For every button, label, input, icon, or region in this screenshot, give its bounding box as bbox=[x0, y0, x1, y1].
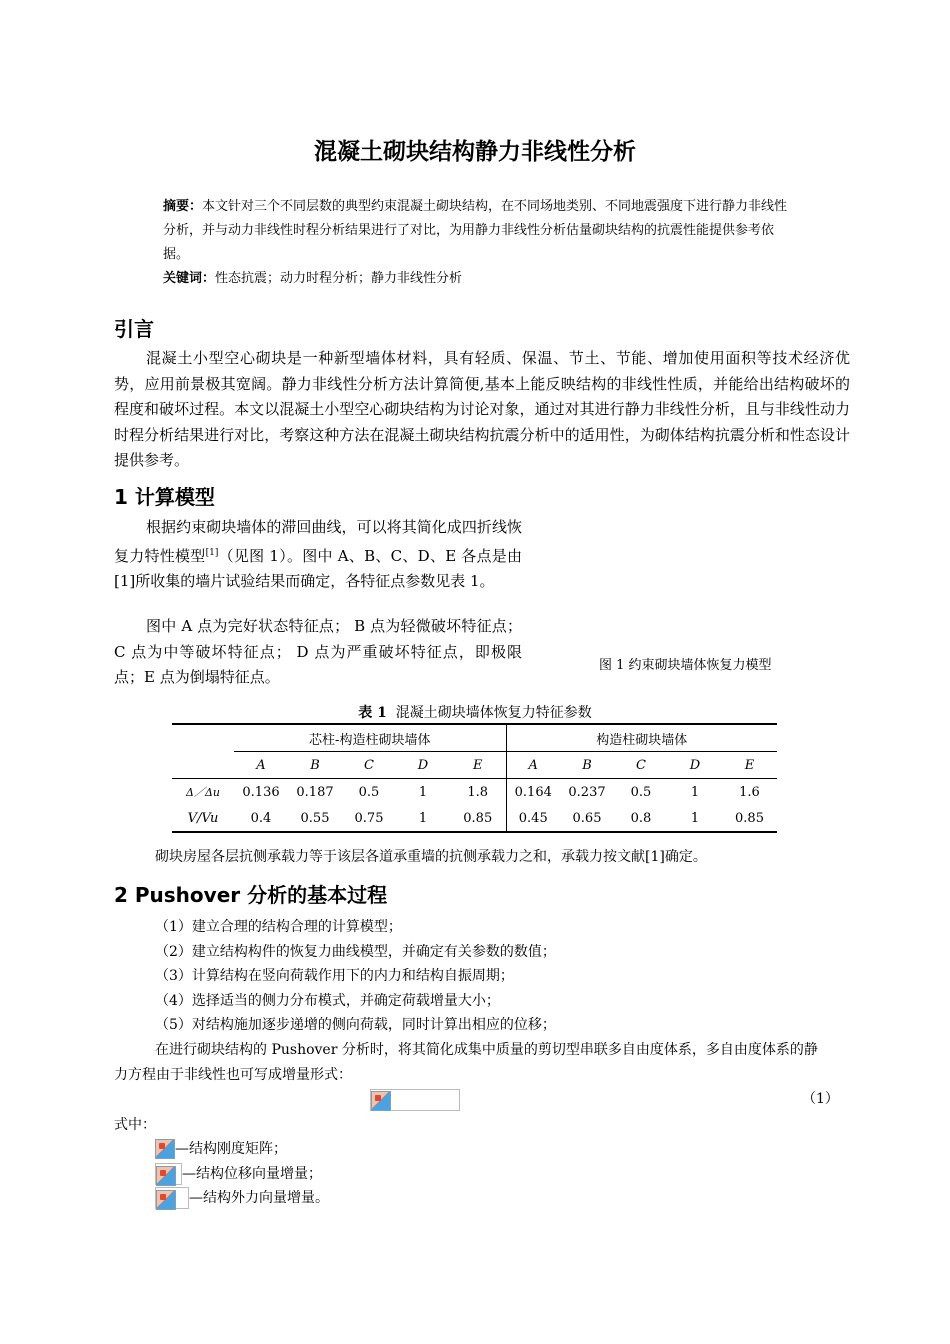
table-cell: 0.5 bbox=[358, 784, 380, 800]
table-cell: 0.8 bbox=[630, 810, 652, 826]
list-item bbox=[155, 1162, 329, 1187]
abstract bbox=[163, 195, 793, 291]
definition-text: —结构刚度矩阵； bbox=[175, 1141, 287, 1157]
table-point-header: D bbox=[417, 757, 429, 773]
table-row bbox=[172, 805, 777, 832]
list-item bbox=[155, 1186, 329, 1211]
list-item: （3）计算结构在竖向荷载作用下的内力和结构自振周期； bbox=[155, 968, 514, 984]
section1-paragraph-2: 图中 A 点为完好状态特征点； B 点为轻微破坏特征点；C 点为中等破坏特征点； D 点为严重破坏特征点，即极限点；E 点为倒塌特征点。 bbox=[114, 617, 522, 686]
keywords-label: 关键词： bbox=[163, 271, 216, 286]
table-cell: 1 bbox=[418, 810, 428, 826]
table-point-header: D bbox=[689, 757, 701, 773]
table-group-2: 构造柱砌块墙体 bbox=[506, 724, 777, 752]
equation-number: （1） bbox=[802, 1091, 839, 1107]
table-cell: 1.6 bbox=[739, 784, 760, 800]
table-point-header: B bbox=[310, 757, 320, 773]
equation-image bbox=[370, 1089, 460, 1111]
step-list bbox=[155, 915, 556, 1038]
table-cell: 0.65 bbox=[572, 810, 602, 826]
abstract-label: 摘要： bbox=[163, 199, 203, 214]
after-table-text: 砌块房屋各层抗侧承载力等于该层各道承重墙的抗侧承载力之和，承载力按文献[1]确定。 bbox=[155, 849, 707, 865]
row-label: V/Vu bbox=[187, 810, 219, 826]
table-1-label: 表 1 bbox=[358, 705, 387, 721]
citation-ref: [1] bbox=[205, 547, 219, 558]
intro-paragraph: 混凝土小型空心砌块是一种新型墙体材料，具有轻质、保温、节土、节能、增加使用面积等技术经济优势，应用前景极其宽阔。静力非线性分析方法计算简便,基本上能反映结构的非线性性质，并能给出结构破坏的程度和破坏过程。本文以混凝土小型空心砌块结构为讨论对象，通过对其进行静力非线性分析，且与非线性动力时程分析结果进行对比，考察这种方法在混凝土砌块结构抗震分析中的适用性，为砌体结构抗震分析和性态设计提供参考。 bbox=[114, 349, 850, 469]
list-item: （1）建立合理的结构合理的计算模型； bbox=[155, 919, 402, 935]
table-cell: 1.8 bbox=[467, 784, 489, 800]
broken-image-icon bbox=[155, 1139, 175, 1159]
list-item: （5）对结构施加逐步递增的侧向荷载，同时计算出相应的位移； bbox=[155, 1017, 556, 1033]
definition-text: —结构外力向量增量。 bbox=[189, 1190, 329, 1206]
table-cell: 0.5 bbox=[630, 784, 652, 800]
section1-heading: 1 计算模型 bbox=[114, 485, 215, 509]
broken-image-icon bbox=[156, 1190, 176, 1210]
keywords: 性态抗震；动力时程分析；静力非线性分析 bbox=[215, 271, 463, 286]
table-1-caption bbox=[0, 702, 950, 722]
table-cell: 1 bbox=[418, 784, 428, 800]
table-1-title: 混凝土砌块墙体恢复力特征参数 bbox=[395, 705, 592, 721]
table-cell: 0.85 bbox=[463, 810, 493, 826]
table-point-header: C bbox=[636, 757, 646, 773]
definition-list bbox=[155, 1137, 329, 1211]
figure-1-caption: 图 1 约束砌块墙体恢复力模型 bbox=[599, 658, 772, 673]
table-row bbox=[172, 779, 777, 806]
section2-heading: 2 Pushover 分析的基本过程 bbox=[114, 883, 388, 907]
section1-p1b: （见图 1）。图中 A、B、C、D、E 各点是由[1]所收集的墙片试验结果而确定，各特征点参数见表 1。 bbox=[114, 546, 522, 590]
list-item: （2）建立结构构件的恢复力曲线模型，并确定有关参数的数值； bbox=[155, 943, 556, 960]
table-group-1: 芯柱-构造柱砌块墙体 bbox=[234, 724, 506, 752]
table-cell: 0.237 bbox=[568, 784, 606, 800]
list-item bbox=[155, 1137, 329, 1162]
table-cell: 0.4 bbox=[250, 810, 272, 826]
row-label: Δ／Δu bbox=[186, 786, 220, 799]
table-point-header: B bbox=[582, 757, 592, 773]
table-cell: 0.187 bbox=[296, 784, 334, 800]
broken-image-icon bbox=[371, 1091, 391, 1111]
definition-text: —结构位移向量增量； bbox=[182, 1165, 322, 1182]
intro-heading: 引言 bbox=[114, 317, 154, 341]
section2-paragraph: 在进行砌块结构的 Pushover 分析时，将其简化成集中质量的剪切型串联多自由度体系，多自由度体系的静力方程由于非线性也可写成增量形式： bbox=[114, 1042, 818, 1083]
table-cell: 0.55 bbox=[300, 810, 330, 826]
table-point-header: C bbox=[364, 757, 374, 773]
section1-p1a: 根据约束砌块墙体的滞回曲线，可以将其简化成四折线恢复力特性模型 bbox=[114, 518, 522, 565]
table-point-header: E bbox=[744, 757, 755, 773]
table-corner bbox=[172, 724, 234, 752]
table-cell: 0.45 bbox=[506, 805, 560, 832]
table-1 bbox=[172, 723, 777, 833]
abstract-text: 本文针对三个不同层数的典型约束混凝土砌块结构，在不同场地类别、不同地震强度下进行静力非线性分析，并与动力非线性时程分析结果进行了对比，为用静力非线性分析估量砌块结构的抗震性能提供参考依据。 bbox=[163, 199, 788, 262]
table-cell: 1 bbox=[690, 784, 700, 800]
where-label: 式中： bbox=[114, 1117, 156, 1133]
list-item: （4）选择适当的侧力分布模式，并确定荷载增量大小； bbox=[155, 992, 500, 1009]
table-cell: 1 bbox=[690, 810, 700, 826]
table-cell: 0.75 bbox=[354, 810, 384, 826]
paper-title: 混凝土砌块结构静力非线性分析 bbox=[314, 139, 636, 165]
table-cell: 0.85 bbox=[735, 810, 764, 826]
table-cell: 0.136 bbox=[242, 784, 280, 800]
table-point-header: A bbox=[256, 757, 266, 773]
section1-paragraph-1 bbox=[114, 515, 522, 595]
table-point-header: E bbox=[473, 757, 483, 773]
table-cell: 0.164 bbox=[506, 779, 560, 806]
broken-image-icon bbox=[156, 1166, 176, 1186]
table-point-header: A bbox=[506, 752, 560, 779]
